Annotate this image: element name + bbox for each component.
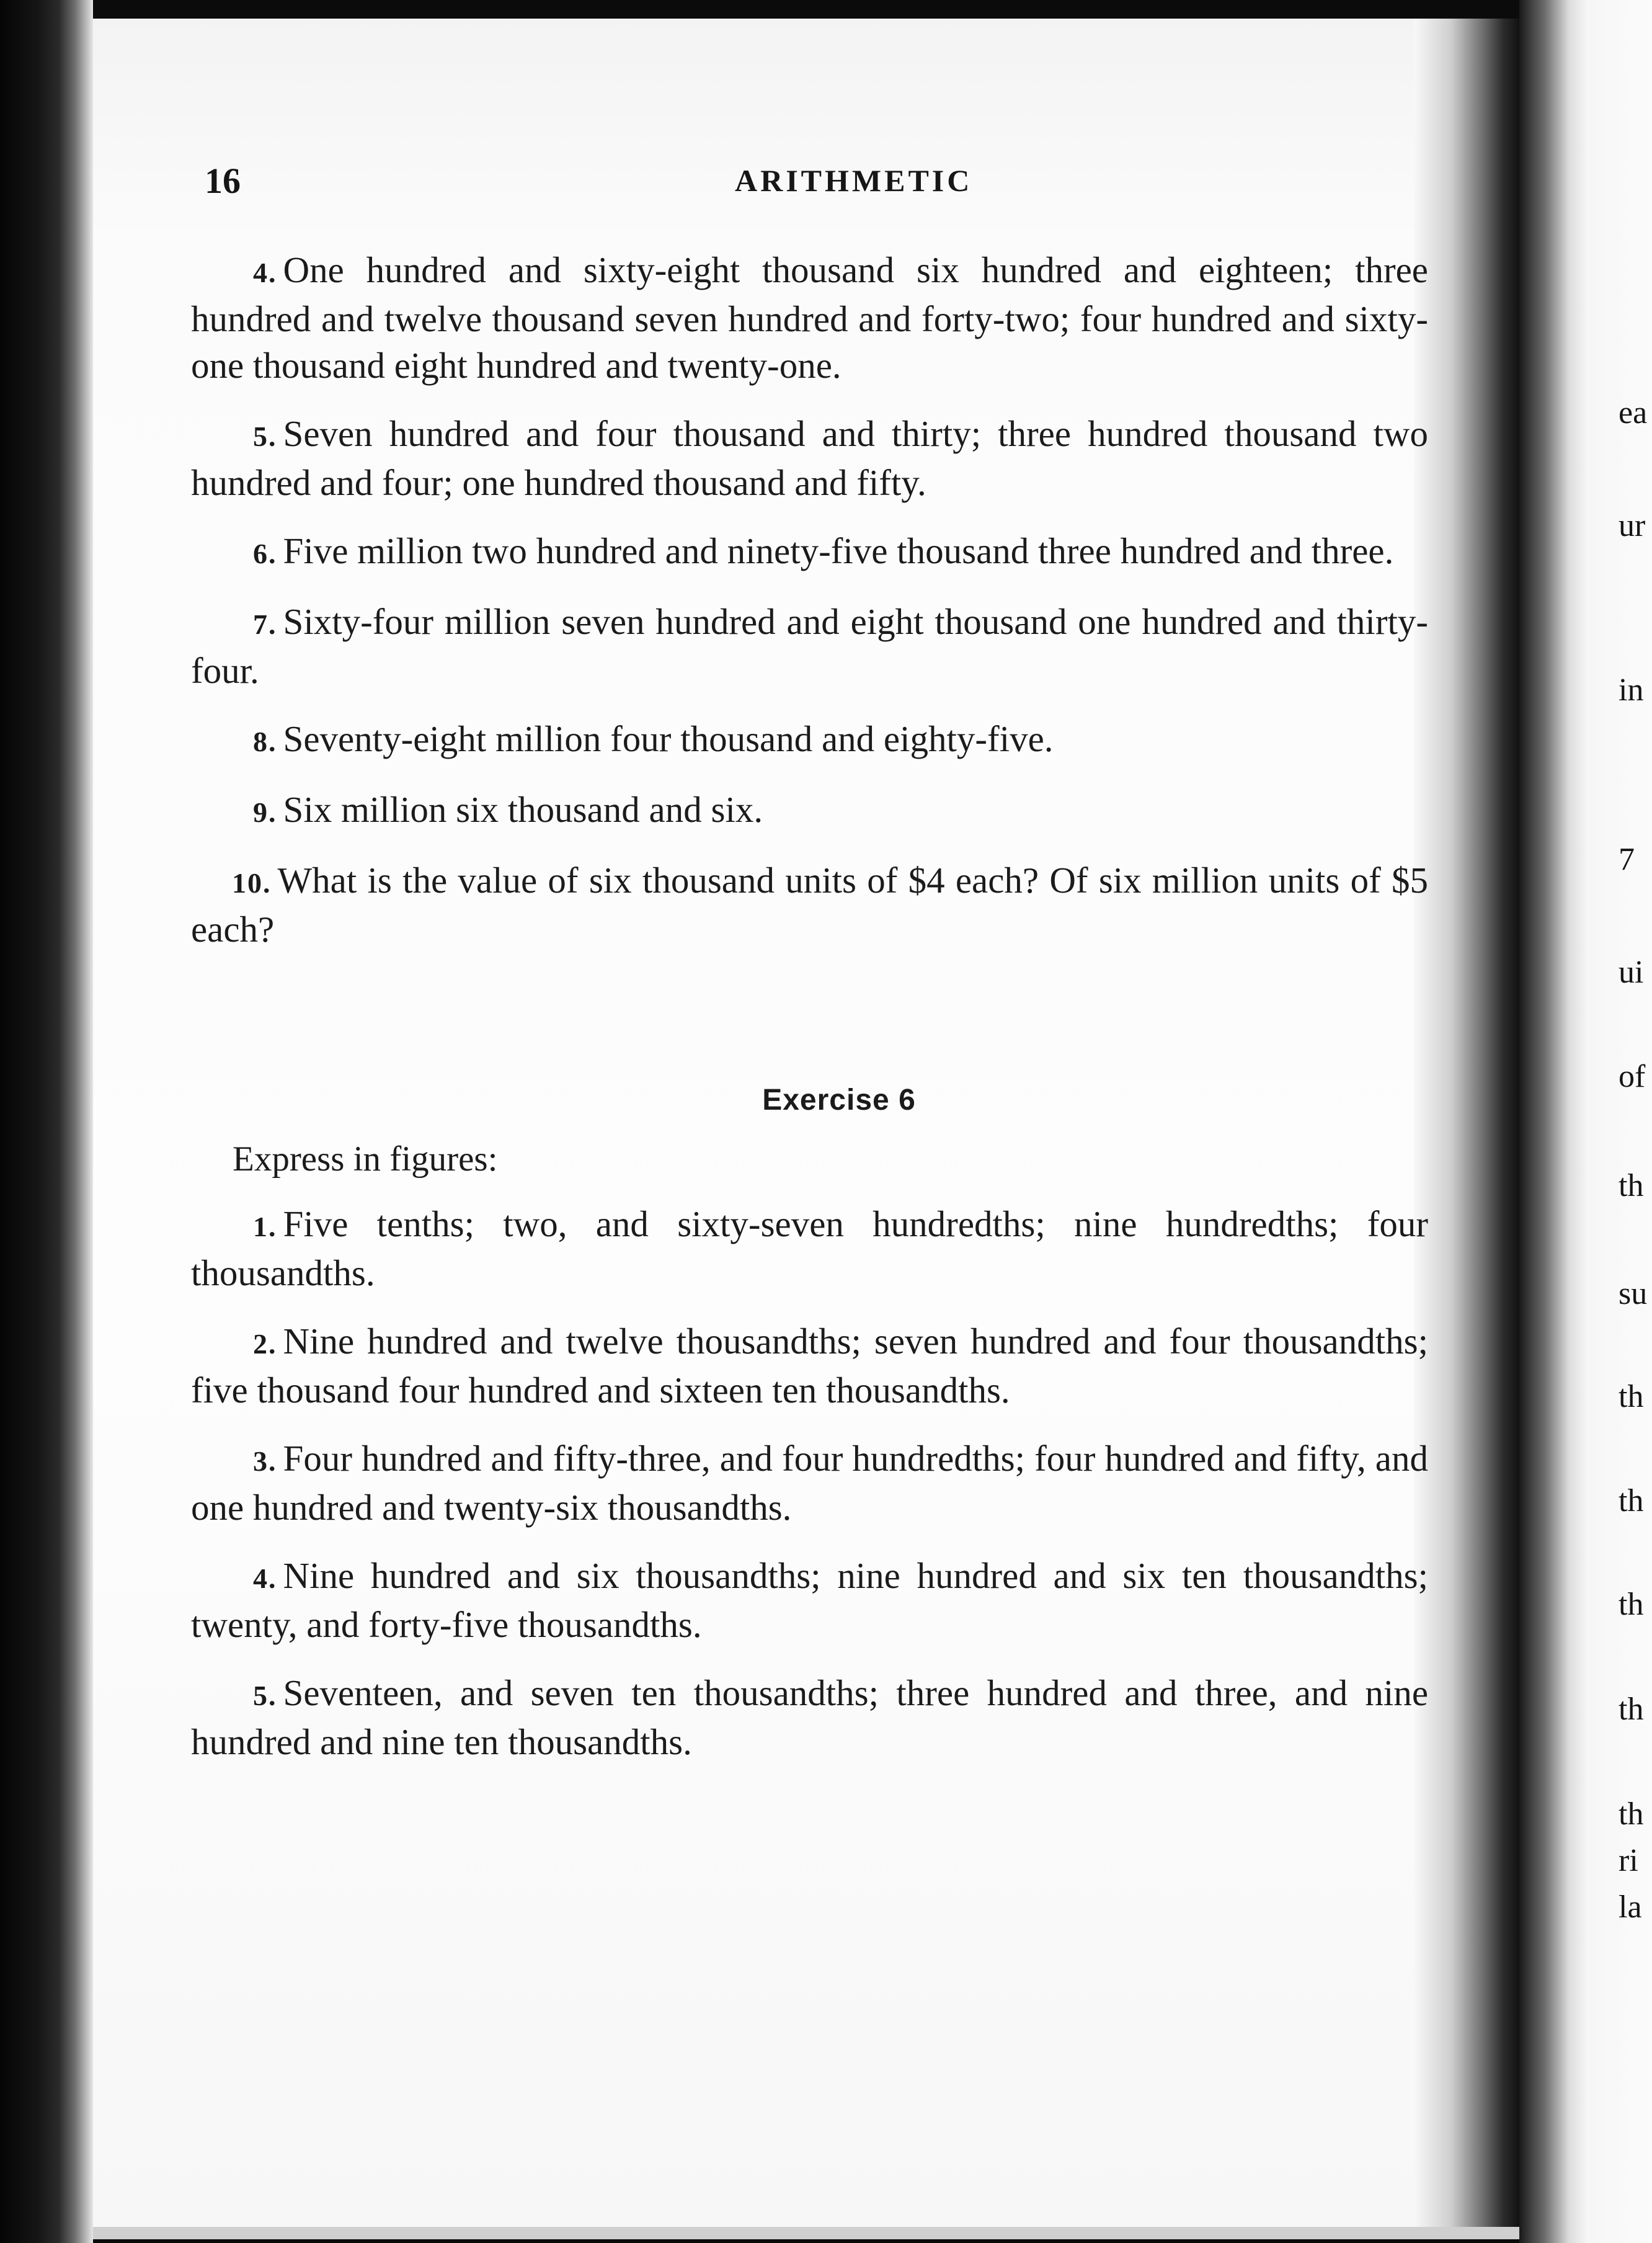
- exercise-item: [191, 1670, 1428, 1765]
- item-text: Sixty-four million seven hundred and eight thousand one hundred and thirty-four.: [191, 601, 1428, 691]
- item-text: Four hundred and fifty-three, and four hundredths; four hundred and fifty, and one hundred and twenty-six thousandths.: [191, 1438, 1428, 1528]
- exercise-item: [191, 1553, 1428, 1648]
- item-text: Five million two hundred and ninety-five thousand three hundred and three.: [283, 530, 1394, 571]
- item-number: 2.: [253, 1328, 277, 1360]
- facing-page-fragment: su: [1619, 1276, 1648, 1311]
- exercise-item: [191, 716, 1428, 765]
- running-title: ARITHMETIC: [735, 163, 973, 198]
- item-number: 4.: [253, 1563, 277, 1594]
- item-number: 6.: [253, 538, 277, 569]
- item-number: 8.: [253, 726, 277, 757]
- item-number: 7.: [253, 609, 277, 640]
- item-text: Seventeen, and seven ten thousandths; three hundred and three, and nine hundred and nine ten thousandths.: [191, 1672, 1428, 1762]
- item-text: One hundred and sixty-eight thousand six hundred and eighteen; three hundred and twelve thousand seven hundred and forty-two; four hundred and sixty-one thousand eight hundred and twenty-one.: [191, 249, 1428, 386]
- item-text: Nine hundred and twelve thousandths; seven hundred and four thousandths; five thousand four hundred and sixteen ten thousandths.: [191, 1321, 1428, 1411]
- facing-page-fragment: ur: [1619, 508, 1646, 543]
- item-text: Six million six thousand and six.: [283, 789, 763, 830]
- item-text: Five tenths; two, and sixty-seven hundredths; nine hundredths; four thousandths.: [191, 1203, 1428, 1293]
- facing-page-fragment: th: [1619, 1168, 1644, 1203]
- facing-page-fragment: th: [1619, 1587, 1644, 1622]
- exercise-item: [191, 857, 1428, 953]
- item-text: Seven hundred and four thousand and thirty; three hundred thousand two hundred and four; one hundred thousand and fifty.: [191, 413, 1428, 503]
- facing-page-fragment: ri: [1619, 1843, 1638, 1878]
- facing-page-fragment: th: [1619, 1379, 1644, 1414]
- page-number: 16: [205, 161, 241, 201]
- item-text: What is the value of six thousand units of $4 each? Of six million units of $5 each?: [191, 860, 1428, 950]
- section-title: Exercise 6: [762, 1084, 916, 1117]
- item-number: 1.: [253, 1211, 277, 1242]
- item-number: 5.: [253, 421, 277, 452]
- facing-page-edge: [1519, 0, 1652, 2243]
- item-number: 9.: [253, 796, 277, 828]
- exercise-item: [191, 411, 1428, 506]
- item-number: 10.: [232, 867, 272, 899]
- exercise-item: [191, 247, 1428, 389]
- exercise-item: [191, 1201, 1428, 1296]
- facing-page-fragment: ui: [1619, 955, 1644, 990]
- exercise-item: [191, 1318, 1428, 1414]
- section-instruction: Express in figures:: [233, 1139, 498, 1179]
- exercise-item: [191, 599, 1428, 694]
- book-binding-edge: [0, 0, 93, 2243]
- facing-page-fragment: th: [1619, 1483, 1644, 1518]
- item-text: Seventy-eight million four thousand and eighty-five.: [283, 718, 1054, 759]
- item-number: 3.: [253, 1445, 277, 1477]
- facing-page-fragment: of: [1619, 1059, 1646, 1094]
- exercise-item: [191, 787, 1428, 836]
- facing-page-fragment: in: [1619, 672, 1644, 708]
- facing-page-fragment: 7: [1619, 842, 1635, 877]
- exercise-item: [191, 528, 1428, 577]
- exercise-item: [191, 1435, 1428, 1531]
- facing-page-fragment: th: [1619, 1796, 1644, 1832]
- facing-page-fragment: th: [1619, 1692, 1644, 1727]
- item-number: 4.: [253, 257, 277, 288]
- item-number: 5.: [253, 1680, 277, 1711]
- page-body: [191, 247, 1428, 1787]
- facing-page-fragment: la: [1619, 1889, 1642, 1925]
- item-text: Nine hundred and six thousandths; nine hundred and six ten thousandths; twenty, and forty-five thousandths.: [191, 1555, 1428, 1645]
- page-gutter-shadow: [1414, 19, 1519, 2227]
- facing-page-fragment: ea: [1619, 395, 1648, 430]
